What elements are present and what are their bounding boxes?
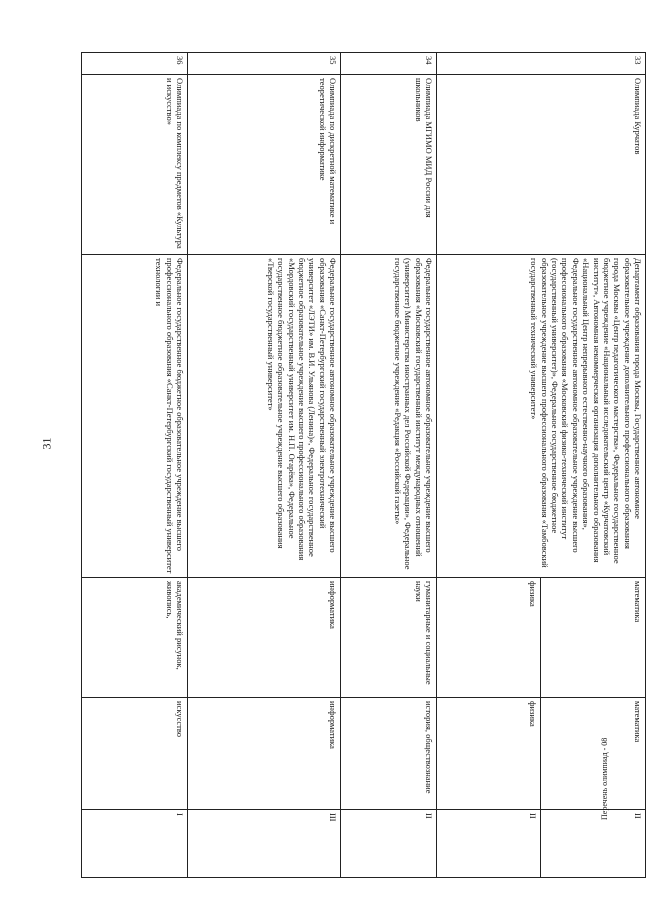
level: II bbox=[341, 810, 437, 878]
olympiad-name: Олимпиада по комплексу предметов «Культура и искусство» bbox=[82, 75, 188, 255]
olympiad-name: Олимпиада МГИМО МИД России для школьников bbox=[341, 75, 437, 255]
olympiad-table-rotated bbox=[82, 52, 646, 877]
subject: искусство bbox=[82, 698, 188, 810]
profile: гуманитарные и социальные науки bbox=[341, 578, 437, 698]
table-row bbox=[437, 53, 646, 878]
table-row bbox=[82, 53, 188, 878]
olympiad-table bbox=[81, 52, 646, 878]
profile: физика bbox=[437, 578, 541, 697]
subject-cell bbox=[437, 698, 646, 810]
profile: академический рисунок, живопись, bbox=[82, 578, 188, 698]
level: II bbox=[633, 813, 643, 819]
subject: физика bbox=[437, 698, 541, 809]
row-number: 33 bbox=[437, 53, 646, 75]
page-number: 31 bbox=[39, 437, 54, 450]
table-row bbox=[341, 53, 437, 878]
organizers: Федеральное государственное автономное образовательное учреждение высшего образования «Санкт-Петербургский государственный электротехнический университет «ЛЭТИ» им. В.И. Ульянова (Ленина)», Федеральное государственное бюджетное образовательное учреждение высшего профессионального образования «Мордовский государственный университет им. Н.П. Огарёва», Федеральное государственное бюджетное образовательное учреждение высшего образования «Тверской государственный университет» bbox=[188, 255, 341, 578]
level: I bbox=[82, 810, 188, 878]
level: II bbox=[437, 810, 541, 877]
level-cell bbox=[437, 810, 646, 878]
profile-cell bbox=[437, 578, 646, 698]
subject: информатика bbox=[188, 698, 341, 810]
subject: история, обществознание bbox=[341, 698, 437, 810]
row-number: 35 bbox=[188, 53, 341, 75]
row-number: 36 bbox=[82, 53, 188, 75]
organizers: Федеральное государственное бюджетное образовательное учреждение высшего профессионального образования «Санкт-Петербургский государственный университет технологии и bbox=[82, 255, 188, 578]
olympiad-name: Олимпиада по дискретной математике и теоретической информатике bbox=[188, 75, 341, 255]
level: III bbox=[188, 810, 341, 878]
organizers: Департамент образования города Москвы, Государственное автономное образовательное учреждение дополнительного профессионального образования города Москвы «Центр педагогического мастерства», Федеральное государственное бюджетное учреждение «Национальный исследовательский центр «Курчатовский институт», Автономная некоммерческая организация дополнительного образования «Национальный Центр непрерывного естественно-научного образования», Федеральное государственное автономное образовательное учреждение высшего профессионального образования «Московский физико-технический институт (государственный университет)», Федеральное государственное бюджетное образовательное учреждение высшего профессионального образования «Тамбовский государственный технический университет» bbox=[437, 255, 646, 578]
profile: информатика bbox=[188, 578, 341, 698]
profile: математика bbox=[633, 581, 643, 623]
organizers: Федеральное государственное автономное образовательное учреждение высшего образования «Московский государственный институт международных отношений (университет) Министерства иностранных дел Российской Федерации», Федеральное государственное бюджетное учреждение «Редакция «Российской газеты» bbox=[341, 255, 437, 578]
table-row bbox=[188, 53, 341, 878]
olympiad-name: Олимпиада Курчатов bbox=[437, 75, 646, 255]
subject: математика bbox=[633, 701, 643, 743]
footer-note: Перечень олимпиад - 08 bbox=[600, 737, 609, 820]
row-number: 34 bbox=[341, 53, 437, 75]
